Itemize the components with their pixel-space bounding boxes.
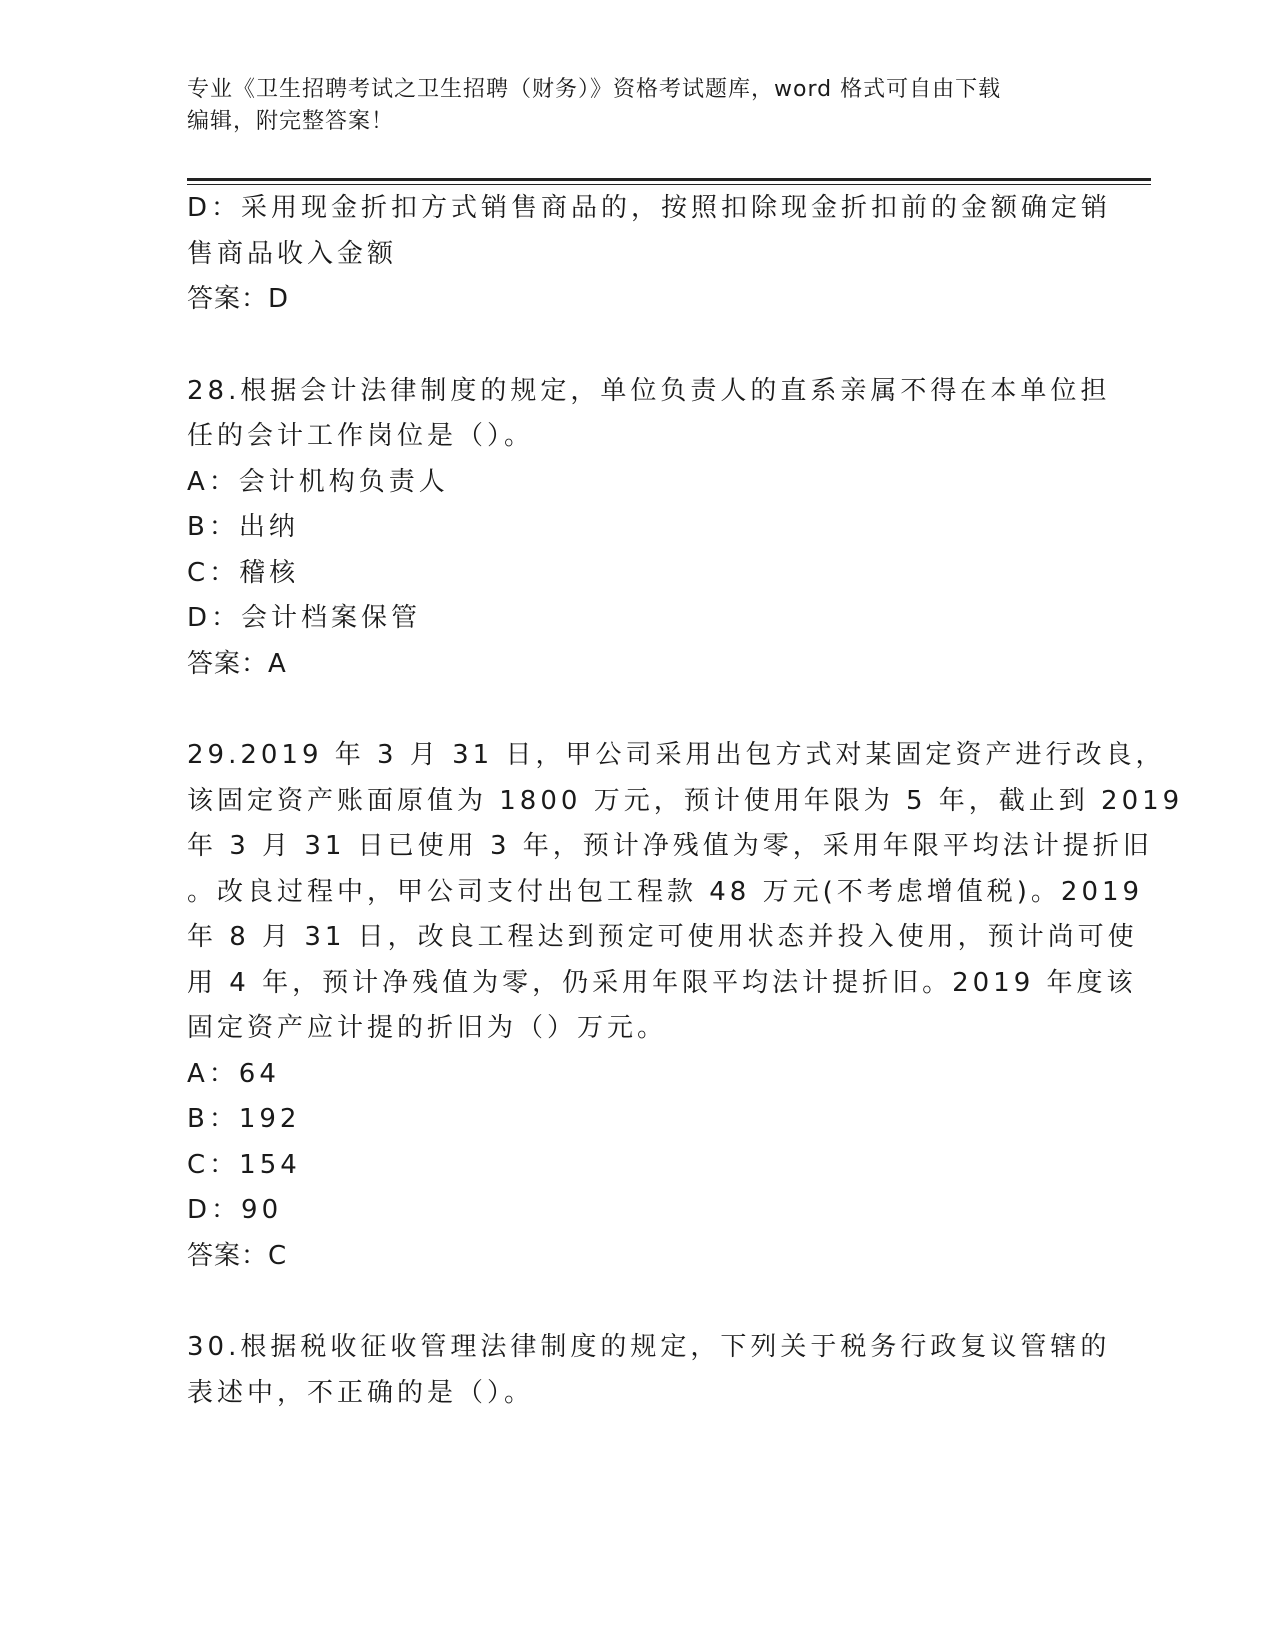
question-stem: 30.根据税收征收管理法律制度的规定，下列关于税务行政复议管辖的 bbox=[187, 1332, 1111, 1362]
option-d-text: D：采用现金折扣方式销售商品的，按照扣除现金折扣前的金额确定销 bbox=[187, 193, 1112, 223]
question-stem-continued: 任的会计工作岗位是（）。 bbox=[187, 421, 535, 451]
spacer bbox=[187, 323, 1087, 369]
header-divider-thin bbox=[187, 184, 1151, 185]
prev-question bbox=[187, 186, 1112, 323]
option-a: A：会计机构负责人 bbox=[187, 466, 449, 497]
question-stem-line: 该固定资产账面原值为 1800 万元，预计使用年限为 5 年，截止到 2019 bbox=[187, 785, 1184, 816]
question-stem-line: 年 3 月 31 日已使用 3 年，预计净残值为零，采用年限平均法计提折旧 bbox=[187, 831, 1153, 861]
spacer bbox=[187, 1279, 1087, 1325]
option-d: D：会计档案保管 bbox=[187, 603, 422, 633]
option-b: B：192 bbox=[187, 1104, 301, 1134]
header-divider-thick bbox=[187, 178, 1151, 181]
document-body bbox=[187, 186, 1184, 1416]
spacer bbox=[187, 687, 1087, 733]
question-stem-line: 29.2019 年 3 月 31 日，甲公司采用出包方式对某固定资产进行改良， bbox=[187, 740, 1166, 770]
document-header bbox=[187, 74, 1087, 138]
question-stem: 28.根据会计法律制度的规定，单位负责人的直系亲属不得在本单位担 bbox=[187, 375, 1111, 406]
option-c: C：154 bbox=[187, 1149, 301, 1180]
option-b: B：出纳 bbox=[187, 512, 299, 542]
header-line-1: 专业《卫生招聘考试之卫生招聘（财务）》资格考试题库，word 格式可自由下载 bbox=[187, 77, 1002, 102]
question-stem-line: 。改良过程中，甲公司支付出包工程款 48 万元(不考虑增值税)。2019 bbox=[187, 876, 1144, 907]
question-29 bbox=[187, 733, 1184, 1279]
answer-label: 答案：D bbox=[187, 284, 290, 314]
question-stem-line: 用 4 年，预计净残值为零，仍采用年限平均法计提折旧。2019 年度该 bbox=[187, 967, 1137, 998]
option-d: D：90 bbox=[187, 1195, 283, 1225]
question-28 bbox=[187, 369, 1111, 688]
question-30 bbox=[187, 1325, 1111, 1416]
answer-label: 答案：C bbox=[187, 1240, 288, 1271]
option-a: A：64 bbox=[187, 1058, 280, 1089]
header-line-2: 编辑，附完整答案！ bbox=[187, 109, 395, 134]
option-c: C：稽核 bbox=[187, 557, 300, 588]
question-stem-line: 年 8 月 31 日，改良工程达到预定可使用状态并投入使用，预计尚可使 bbox=[187, 922, 1138, 952]
question-stem-continued: 表述中，不正确的是（）。 bbox=[187, 1377, 535, 1408]
answer-label: 答案：A bbox=[187, 648, 287, 679]
question-stem-line: 固定资产应计提的折旧为（）万元。 bbox=[187, 1013, 668, 1043]
option-d-text-continued: 售商品收入金额 bbox=[187, 238, 398, 269]
